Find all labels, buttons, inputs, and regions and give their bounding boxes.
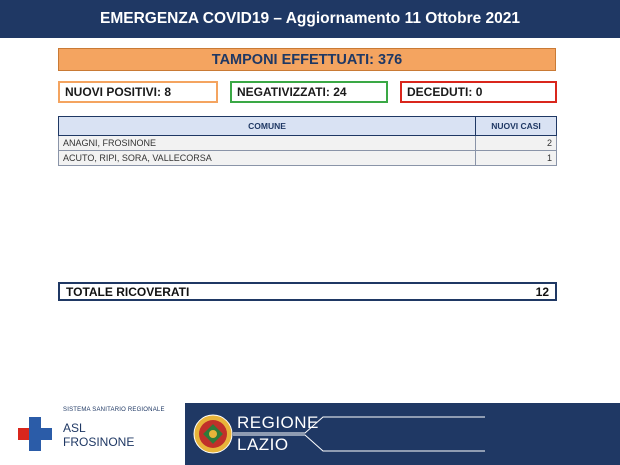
page-title: EMERGENZA COVID19 – Aggiornamento 11 Ottobre 2021 <box>99 10 521 27</box>
regione-lazio-logo <box>185 403 620 465</box>
negativizzati-box <box>230 81 388 103</box>
column-header-nuovi-casi: NUOVI CASI <box>476 117 557 136</box>
regione-emblem-icon <box>193 413 233 455</box>
medical-cross-icon <box>18 417 52 451</box>
tamponi-label: TAMPONI EFFETTUATI: <box>211 51 374 68</box>
column-header-comune: COMUNE <box>59 117 476 136</box>
negativizzati-label: NEGATIVIZZATI: <box>237 85 330 99</box>
table-header-row <box>59 117 557 136</box>
regione-line2: LAZIO <box>237 435 289 454</box>
table-row <box>59 151 557 166</box>
cell-comune: ACUTO, RIPI, SORA, VALLECORSA <box>59 151 476 166</box>
table-row <box>59 136 557 151</box>
asl-frosinone-logo <box>18 405 178 455</box>
asl-subtitle: SISTEMA SANITARIO REGIONALE <box>63 407 165 413</box>
totale-ricoverati-label: TOTALE RICOVERATI <box>66 284 190 299</box>
tamponi-banner <box>58 48 556 71</box>
nuovi-positivi-value: 8 <box>164 85 172 99</box>
cell-comune: ANAGNI, FROSINONE <box>59 136 476 151</box>
deceduti-box <box>400 81 557 103</box>
comuni-table <box>58 116 557 166</box>
cell-nuovi-casi: 2 <box>476 136 557 151</box>
deceduti-value: 0 <box>475 85 483 99</box>
asl-city: FROSINONE <box>63 435 135 449</box>
asl-name: ASL <box>63 421 86 435</box>
regione-line1: REGIONE <box>237 413 319 432</box>
page-header <box>0 0 620 38</box>
nuovi-positivi-box <box>58 81 218 103</box>
totale-ricoverati-value: 12 <box>535 284 549 299</box>
nuovi-positivi-label: NUOVI POSITIVI: <box>65 85 162 99</box>
totale-ricoverati-box <box>58 282 557 301</box>
negativizzati-value: 24 <box>333 85 347 99</box>
deceduti-label: DECEDUTI: <box>407 85 473 99</box>
cell-nuovi-casi: 1 <box>476 151 557 166</box>
tamponi-value: 376 <box>378 51 403 68</box>
